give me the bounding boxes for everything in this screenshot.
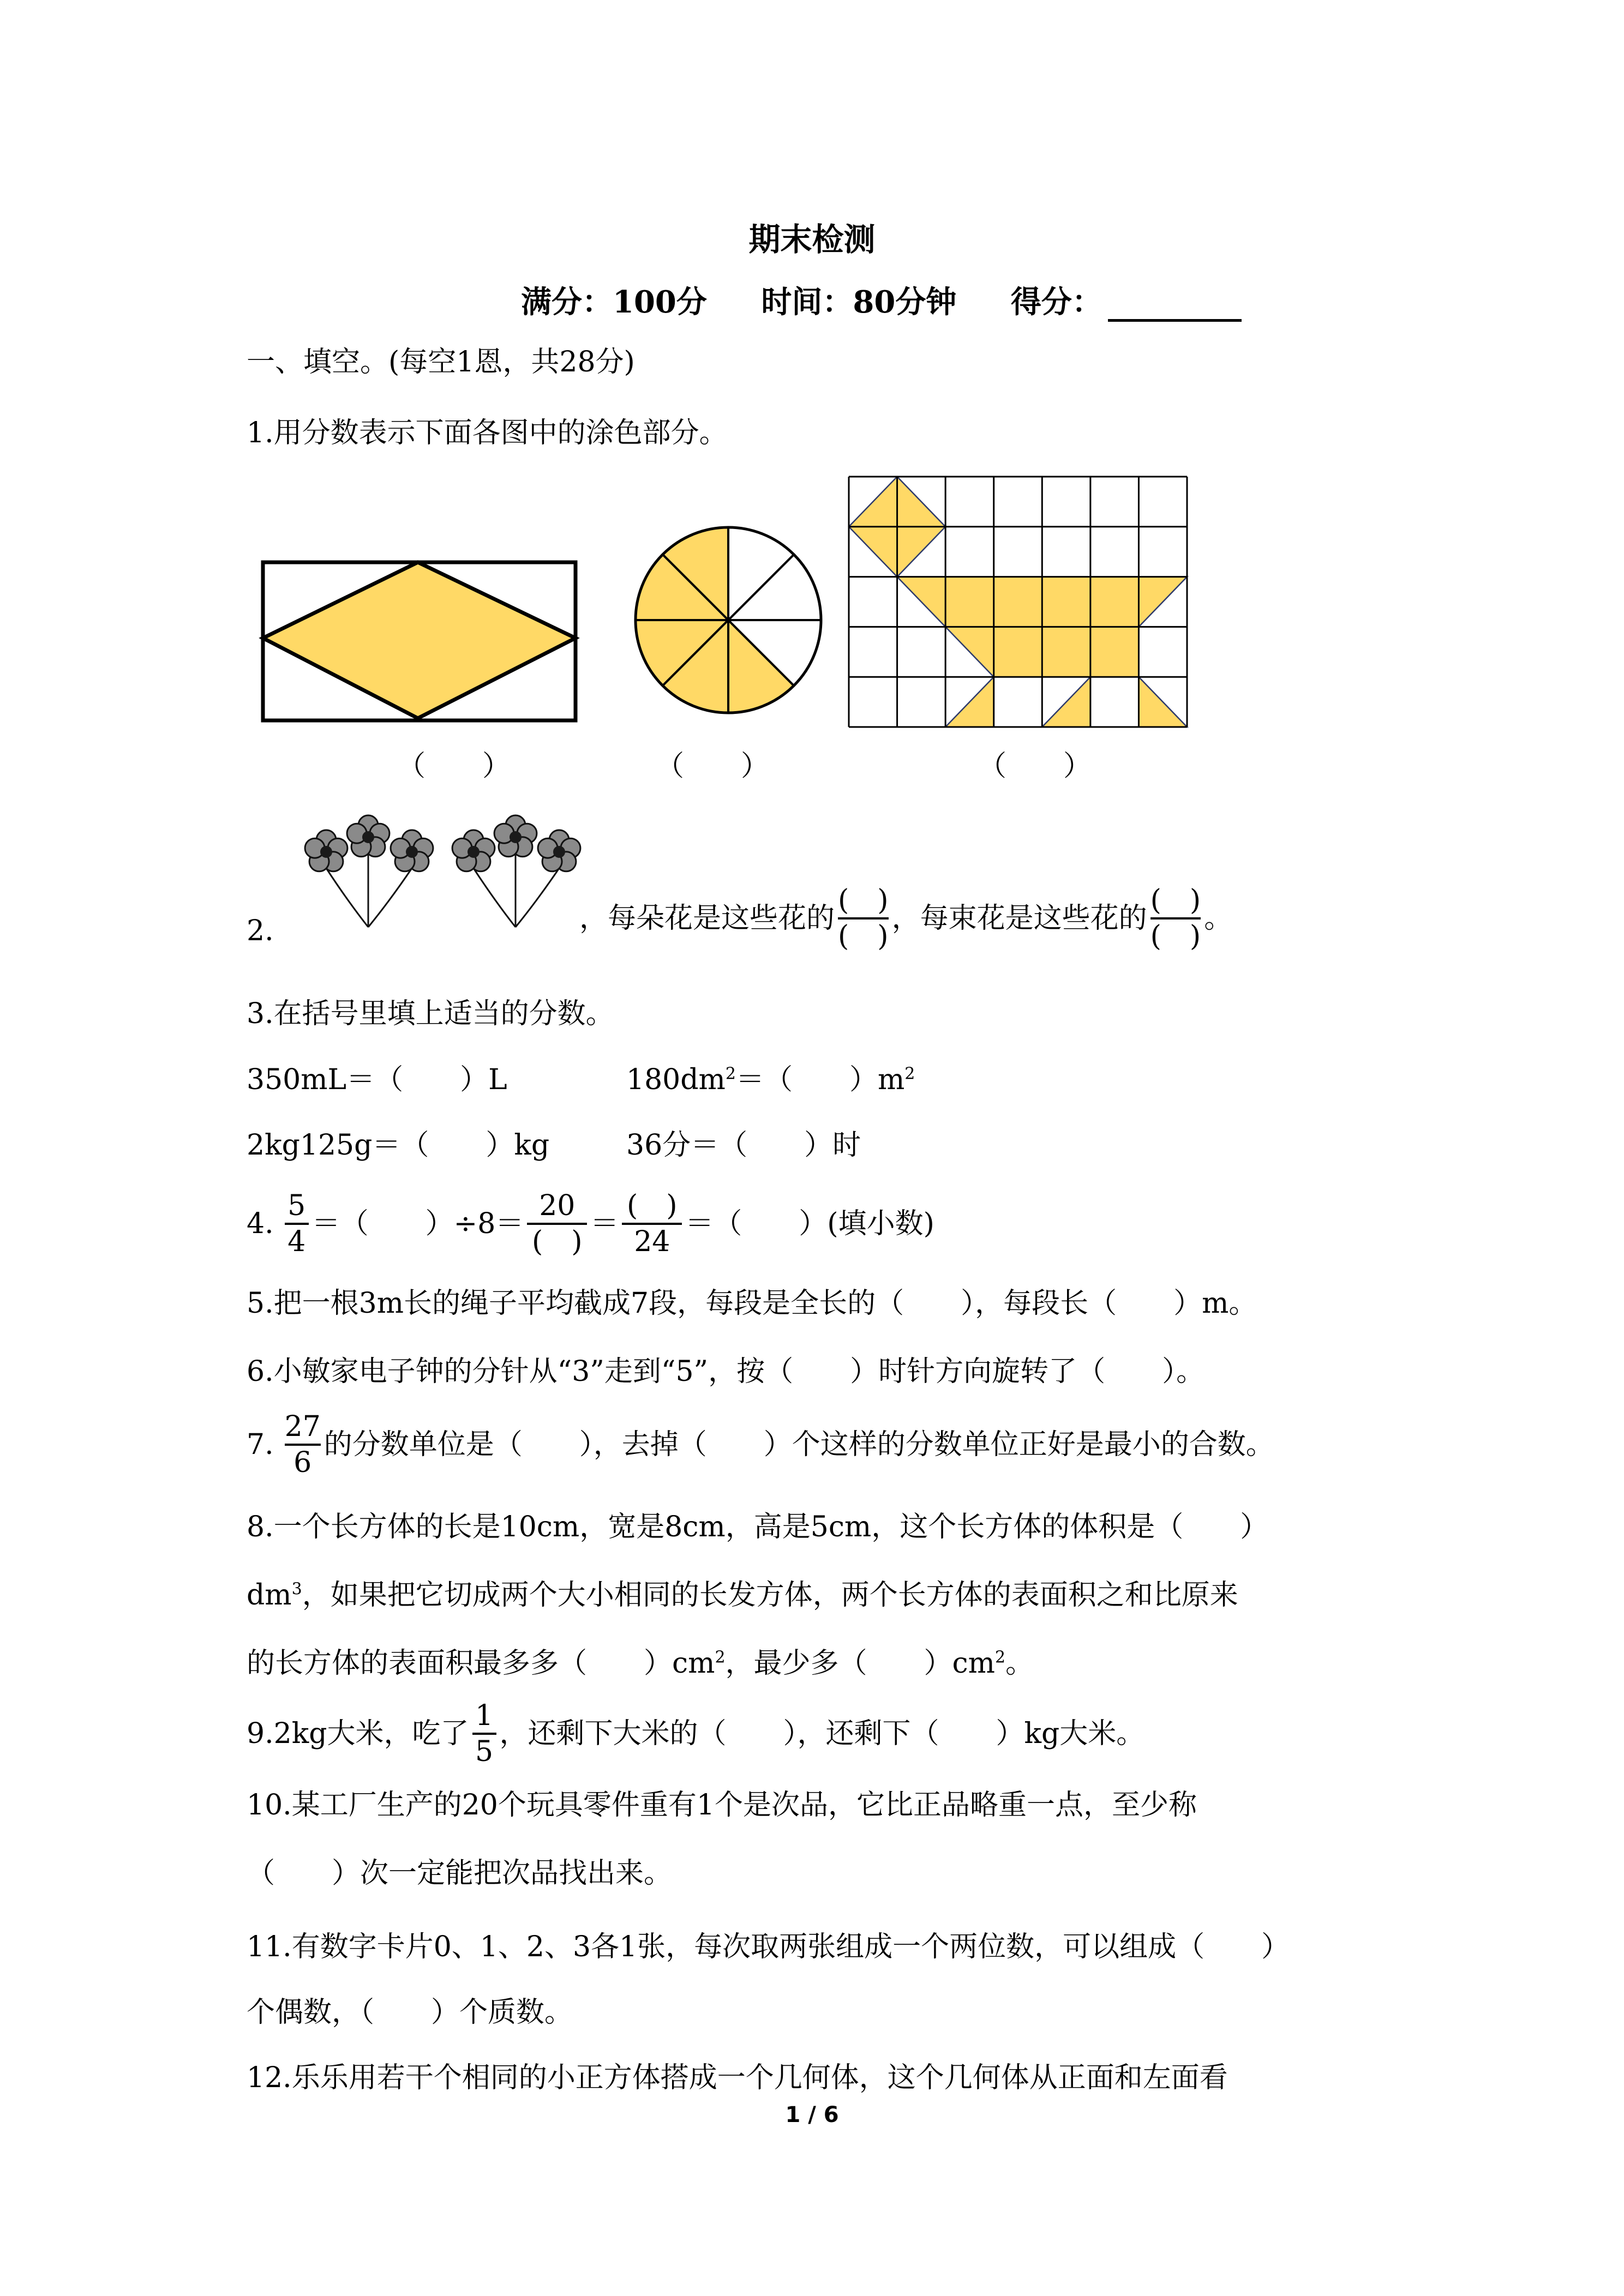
question-4: [247, 1189, 934, 1259]
flower-center: [468, 846, 480, 858]
flower-center: [553, 846, 565, 858]
score-blank[interactable]: [1108, 292, 1242, 322]
q3-item-4: 36分＝（ ）时: [626, 1129, 861, 1162]
flower-bouquets-image: [295, 810, 584, 930]
q3-item-2-right: ＝（ ）m: [735, 1063, 905, 1096]
question-9: [247, 1699, 1144, 1769]
flower-center: [406, 846, 418, 858]
answer-blank-1[interactable]: （ ）: [397, 750, 511, 783]
fraction-denominator[interactable]: ( ): [531, 1225, 583, 1258]
page-number: 1 / 6: [785, 2102, 839, 2127]
q7-fraction-27-6: [285, 1410, 321, 1480]
q8-line-2-text: ，如果把它切成两个大小相同的长发方体，两个长方体的表面积之和比原来: [302, 1579, 1238, 1612]
q4-middle: ＝（ ）÷8＝: [311, 1207, 524, 1240]
superscript: 2: [904, 1064, 915, 1084]
q4-tail: ＝（ ）(填小数): [685, 1207, 934, 1240]
question-2-text: [579, 883, 1232, 953]
score-line: [521, 278, 1285, 322]
time-limit: 时间：80分钟: [761, 284, 957, 320]
question-12-line-1: 12.乐乐用若干个相同的小正方体搭成一个几何体，这个几何体从正面和左面看: [247, 2061, 1228, 2094]
score-label: 得分：: [1010, 284, 1102, 320]
q2-part1: ，每朵花是这些花的: [579, 902, 835, 935]
q7-number: 7.: [247, 1428, 274, 1461]
fraction-numerator[interactable]: ( ): [1150, 884, 1201, 917]
q3-item-3: 2kg125g＝（ ）kg: [247, 1129, 550, 1162]
circle-figure: [633, 525, 824, 716]
question-7: [247, 1410, 1274, 1480]
answer-blank-3[interactable]: （ ）: [978, 750, 1092, 783]
stem: [474, 868, 516, 927]
section-heading: 一、填空。(每空1恩，共28分): [247, 346, 635, 378]
question-6: 6.小敏家电子钟的分针从“3”走到“5”，按（ ）时针方向旋转了（ ）。: [247, 1355, 1205, 1388]
question-8-line-1: 8.一个长方体的长是10cm，宽是8cm，高是5cm，这个长方体的体积是（ ）: [247, 1511, 1269, 1543]
flower: [305, 830, 347, 871]
q8-unit: dm: [247, 1579, 292, 1612]
fraction-denominator[interactable]: ( ): [1150, 920, 1201, 953]
fraction-denominator: 24: [634, 1225, 670, 1258]
superscript: 2: [715, 1648, 726, 1667]
q2-part2: ，每束花是这些花的: [891, 902, 1147, 935]
q7-text: 的分数单位是（ ），去掉（ ）个这样的分数单位正好是最小的合数。: [323, 1428, 1274, 1461]
fraction-numerator: 20: [539, 1189, 576, 1222]
fraction-denominator: 6: [293, 1446, 312, 1479]
flower: [452, 830, 495, 871]
q4-fraction-20[interactable]: [527, 1189, 587, 1259]
q8-line-3-end: 。: [1005, 1647, 1034, 1680]
question-10-line-2: （ ）次一定能把次品找出来。: [247, 1857, 673, 1890]
question-3: 3.在括号里填上适当的分数。: [247, 997, 614, 1030]
flower-center: [320, 846, 332, 858]
q2-fraction-2[interactable]: [1150, 883, 1201, 953]
superscript: 3: [291, 1579, 302, 1599]
question-11-line-1: 11.有数字卡片0、1、2、3各1张，每次取两张组成一个两位数，可以组成（ ）: [247, 1931, 1290, 1963]
question-2-number: 2.: [247, 915, 274, 947]
q8-line-3-b: ，最少多（ ）cm: [725, 1647, 995, 1680]
question-10-line-1: 10.某工厂生产的20个玩具零件重有1个是次品，它比正品略重一点，至少称: [247, 1789, 1197, 1822]
q3-item-1: 350mL＝（ ）L: [247, 1063, 507, 1096]
superscript: 2: [725, 1064, 736, 1084]
q4-equals: ＝: [590, 1207, 619, 1240]
rhombus-figure: [261, 560, 578, 723]
fraction-numerator: 5: [287, 1189, 306, 1222]
question-1: 1.用分数表示下面各图中的涂色部分。: [247, 417, 728, 449]
grid-leg-2: [1042, 677, 1090, 727]
q8-line-3-a: 的长方体的表面积最多多（ ）cm: [247, 1647, 715, 1680]
rhombus-shaded: [263, 562, 576, 718]
answer-blank-2[interactable]: （ ）: [656, 750, 770, 783]
flower: [347, 815, 389, 857]
full-score: 满分：100分: [521, 284, 707, 320]
fraction-denominator: 5: [475, 1735, 494, 1768]
q2-fraction-1[interactable]: [838, 883, 889, 953]
q3-item-2: [626, 1062, 915, 1097]
flower: [391, 830, 433, 871]
q9-pre: 9.2kg大米，吃了: [247, 1717, 469, 1750]
q4-fraction-5-4: [285, 1189, 309, 1259]
grid-leg-3: [1138, 677, 1187, 727]
flower: [538, 830, 580, 871]
superscript: 2: [994, 1648, 1006, 1667]
flower: [494, 815, 537, 857]
fraction-numerator: 1: [475, 1699, 494, 1732]
q2-part3: 。: [1204, 902, 1233, 935]
flower-center: [362, 831, 374, 843]
q4-number: 4.: [247, 1207, 274, 1240]
stem: [368, 868, 412, 927]
page-title: 期末检测: [748, 221, 876, 258]
question-11-line-2: 个偶数，（ ）个质数。: [247, 1996, 573, 2029]
question-5: 5.把一根3m长的绳子平均截成7段，每段是全长的（ ），每段长（ ）m。: [247, 1287, 1257, 1320]
question-8-line-2: [247, 1578, 1238, 1613]
flower-center: [510, 831, 522, 843]
q9-post: ，还剩下大米的（ ），还剩下（ ）kg大米。: [499, 1717, 1145, 1750]
fraction-numerator[interactable]: ( ): [838, 884, 889, 917]
fraction-numerator: 27: [284, 1410, 321, 1443]
fraction-denominator[interactable]: ( ): [838, 920, 889, 953]
stem: [516, 868, 559, 927]
q9-fraction-1-5: [472, 1699, 496, 1769]
q4-fraction-24[interactable]: [622, 1189, 682, 1259]
stem: [326, 868, 368, 927]
fraction-denominator: 4: [287, 1225, 306, 1258]
fraction-numerator[interactable]: ( ): [627, 1189, 678, 1222]
q3-item-2-left: 180dm: [626, 1063, 726, 1096]
grid-figure: [847, 475, 1189, 729]
question-8-line-3: [247, 1646, 1034, 1681]
grid-leg-1: [945, 677, 994, 727]
